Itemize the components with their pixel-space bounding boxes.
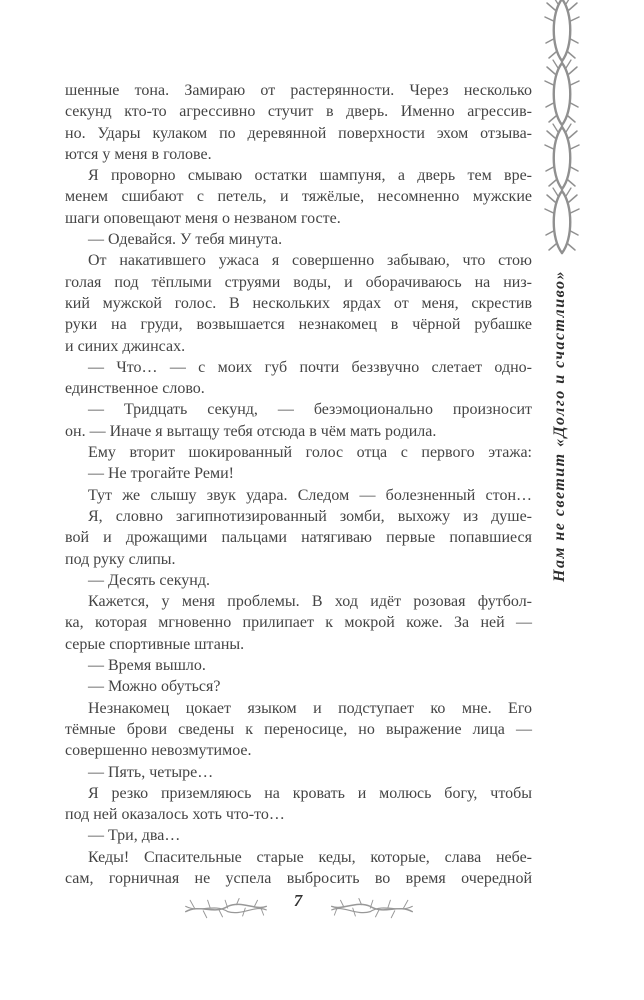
text-line: Кеды! Спасительные старые кеды, которые, слава небе-: [88, 848, 532, 866]
text-line: под ней оказалось хоть что-то…: [65, 806, 285, 824]
text-line: и синих джинсах.: [65, 337, 186, 355]
side-series-title: Нам не светит «Долго и счастливо»: [551, 269, 568, 583]
text-line: — Время вышло.: [88, 657, 206, 675]
text-line: — Десять секунд.: [88, 571, 211, 589]
text-line: ка, которая мгновенно прилипает к мокрой коже. За ней —: [65, 614, 532, 632]
text-line: Кажется, у меня проблемы. В ход идёт розовая футбол-: [88, 593, 532, 611]
text-line: — Пять, четыре…: [88, 763, 214, 781]
text-line: совершенно невозмутимое.: [65, 742, 252, 760]
text-line: — Не трогайте Реми!: [88, 465, 234, 483]
text-line: он. — Иначе я вытащу тебя отсюда в чём мать родила.: [65, 422, 437, 440]
text-line: единственное слово.: [65, 380, 205, 398]
text-block: [65, 80, 532, 889]
text-line: сам, горничная не успела выбросить во время очередной: [65, 869, 532, 887]
text-line: Ему вторит шокированный голос отца с первого этажа:: [88, 444, 532, 462]
text-line: — Тридцать секунд, — безэмоционально произносит: [88, 401, 532, 419]
text-line: Я проворно смываю остатки шампуня, а дверь тем вре-: [88, 167, 532, 185]
text-line: голая под тёплыми струями воды, и оборачиваюсь на низ-: [65, 273, 532, 291]
text-line: — Что… — с моих губ почти беззвучно слетает одно-: [88, 358, 532, 376]
text-line: От накатившего ужаса я совершенно забываю, что стою: [88, 252, 532, 270]
text-line: руки на груди, возвышается незнакомец в чёрной рубашке: [65, 316, 532, 334]
text-line: под руку слипы.: [65, 550, 176, 568]
text-line: секунд кто-то агрессивно стучит в дверь. Именно агрессив-: [65, 103, 532, 121]
text-line: ются у меня в голове.: [65, 145, 212, 163]
text-line: шаги оповещают меня о незваном госте.: [65, 209, 341, 227]
text-line: вой и дрожащими пальцами натягиваю первые попавшиеся: [65, 529, 532, 547]
text-line: тёмные брови сведены к переносице, но выражение лица —: [65, 720, 532, 738]
text-line: Я резко приземляюсь на кровать и молюсь богу, чтобы: [88, 784, 532, 802]
thorn-branch-right-ornament: [330, 896, 414, 922]
thorn-vine-ornament: [544, 0, 580, 258]
text-line: Я, словно загипнотизированный зомби, выхожу из душе-: [88, 507, 532, 525]
text-line: шенные тона. Замираю от растерянности. Через несколько: [65, 82, 532, 99]
text-line: но. Удары кулаком по деревянной поверхности эхом отзыва-: [65, 124, 532, 142]
text-line: менем сшибают с петель, и тяжёлые, несомненно мужские: [65, 188, 532, 206]
text-line: — Три, два…: [88, 827, 181, 845]
text-line: Тут же слышу звук удара. Следом — болезненный стон…: [88, 486, 532, 504]
text-line: Незнакомец цокает языком и подступает ко мне. Его: [88, 699, 532, 717]
text-line: кий мужской голос. В нескольких ярдах от меня, скрестив: [65, 294, 532, 312]
thorn-branch-left-ornament: [184, 896, 268, 922]
text-line: — Можно обуться?: [88, 678, 221, 696]
text-line: серые спортивные штаны.: [65, 635, 245, 653]
text-line: — Одевайся. У тебя минута.: [88, 231, 283, 249]
page-number: 7: [293, 891, 303, 910]
